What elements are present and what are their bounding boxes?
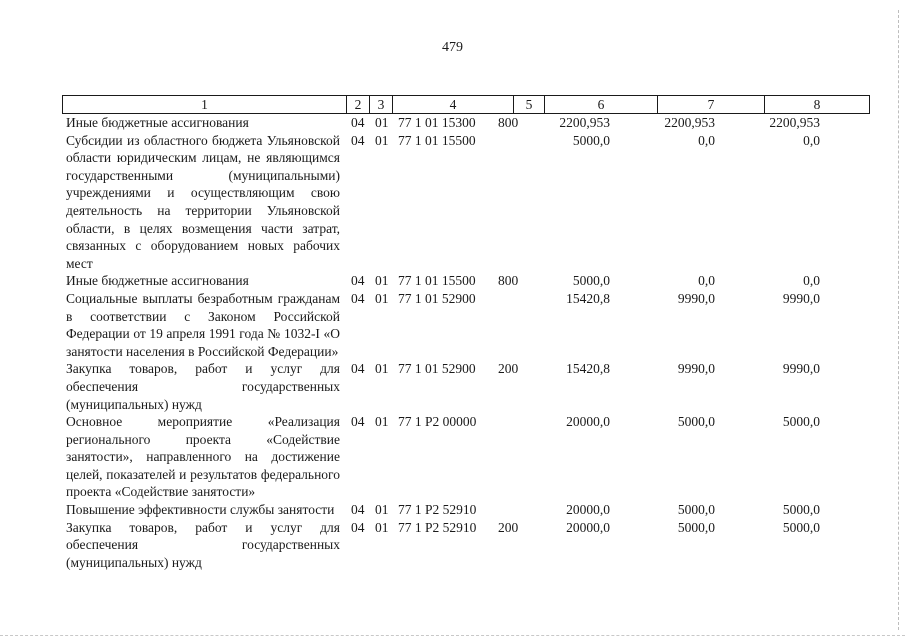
column-header-1: 1: [63, 96, 347, 114]
row-expense-type: 800: [498, 115, 519, 130]
row-amount-col7: 2200,953: [664, 115, 715, 130]
row-target-code: 77 1 01 15500: [398, 132, 476, 148]
row-section: 04: [351, 290, 365, 306]
row-target-code: 77 1 01 15300: [398, 115, 476, 130]
row-subsection: 01: [375, 132, 389, 148]
row-section: 04: [351, 273, 365, 289]
table-row: [0, 413, 905, 501]
row-amount-col6: 20000,0: [566, 502, 610, 518]
row-amount-col6: 20000,0: [566, 519, 610, 535]
row-amount-col7: 0,0: [698, 132, 715, 148]
column-header-3: 3: [370, 96, 393, 114]
row-amount-col8: 5000,0: [782, 502, 820, 518]
table-row: [0, 290, 905, 360]
row-amount-col7: 5000,0: [677, 519, 715, 535]
row-amount-col8: 9990,0: [782, 290, 820, 306]
row-amount-col6: 2200,953: [559, 115, 610, 130]
row-amount-col7: 9990,0: [677, 361, 715, 377]
row-expense-type: 200: [498, 519, 519, 535]
row-subsection: 01: [375, 273, 389, 289]
row-section: 04: [351, 115, 365, 130]
row-amount-col7: 9990,0: [677, 290, 715, 306]
row-target-code: 77 1 01 52900: [398, 361, 476, 377]
row-amount-col8: 0,0: [803, 273, 820, 289]
row-amount-col7: 5000,0: [677, 502, 715, 518]
column-header-6: 6: [545, 96, 658, 114]
row-description: Закупка товаров, работ и услуг для обеспечения государственных (муниципальных) нужд: [66, 519, 340, 570]
row-amount-col8: 5000,0: [782, 414, 820, 430]
row-subsection: 01: [375, 414, 389, 430]
row-description: Повышение эффективности службы занятости: [66, 502, 335, 518]
column-header-5: 5: [514, 96, 545, 114]
row-subsection: 01: [375, 115, 389, 130]
row-amount-col8: 9990,0: [782, 361, 820, 377]
row-subsection: 01: [375, 502, 389, 518]
row-expense-type: 200: [498, 361, 519, 377]
row-amount-col8: 2200,953: [769, 115, 820, 130]
table-row: [0, 360, 905, 413]
table-row: [0, 272, 905, 290]
row-amount-col6: 5000,0: [572, 273, 610, 289]
scan-edge-right: [897, 10, 899, 630]
row-amount-col7: 0,0: [698, 273, 715, 289]
row-amount-col6: 15420,8: [566, 290, 610, 306]
column-header-table: [62, 95, 870, 114]
row-target-code: 77 1 01 52900: [398, 290, 476, 306]
row-amount-col7: 5000,0: [677, 414, 715, 430]
row-target-code: 77 1 P2 00000: [398, 414, 477, 430]
row-amount-col8: 5000,0: [782, 519, 820, 535]
table-row: [0, 132, 905, 273]
row-section: 04: [351, 502, 365, 518]
row-target-code: 77 1 P2 52910: [398, 519, 477, 535]
row-amount-col8: 0,0: [803, 132, 820, 148]
row-description: Субсидии из областного бюджета Ульяновской области юридическим лицам, не являющимся государственными (муниципальными) учреждениями и осуществляющим свою деятельность на территории Ульяновской области, в целях возмещения части затрат, связанных с оборудованием новых рабочих мест: [66, 132, 340, 271]
row-section: 04: [351, 132, 365, 148]
row-subsection: 01: [375, 361, 389, 377]
table-row: [0, 519, 905, 572]
table-row: [0, 501, 905, 519]
row-amount-col6: 15420,8: [566, 361, 610, 377]
row-subsection: 01: [375, 519, 389, 535]
row-expense-type: 800: [498, 273, 519, 289]
row-section: 04: [351, 414, 365, 430]
row-target-code: 77 1 P2 52910: [398, 502, 477, 518]
row-description: Закупка товаров, работ и услуг для обеспечения государственных (муниципальных) нужд: [66, 361, 340, 412]
page-number: 479: [442, 40, 463, 55]
row-section: 04: [351, 519, 365, 535]
row-section: 04: [351, 361, 365, 377]
row-amount-col6: 20000,0: [566, 414, 610, 430]
row-description: Иные бюджетные ассигнования: [66, 273, 249, 289]
row-description: Социальные выплаты безработным гражданам в соответствии с Законом Российской Федерации от 19 апреля 1991 года № 1032-I «О занятости населения в Российской Федерации»: [66, 290, 340, 359]
column-header-8: 8: [765, 96, 870, 114]
budget-table-body: [0, 114, 905, 571]
column-header-4: 4: [393, 96, 514, 114]
column-header-7: 7: [658, 96, 765, 114]
scan-edge-bottom: [0, 634, 905, 636]
row-target-code: 77 1 01 15500: [398, 273, 476, 289]
row-subsection: 01: [375, 290, 389, 306]
row-description: Основное мероприятие «Реализация регионального проекта «Содействие занятости», направленного на достижение целей, показателей и результатов федерального проекта «Содействие занятости»: [66, 414, 340, 500]
column-header-2: 2: [347, 96, 370, 114]
column-header-row: [63, 96, 870, 114]
row-amount-col6: 5000,0: [572, 132, 610, 148]
table-row: [0, 114, 905, 132]
row-description: Иные бюджетные ассигнования: [66, 115, 249, 130]
